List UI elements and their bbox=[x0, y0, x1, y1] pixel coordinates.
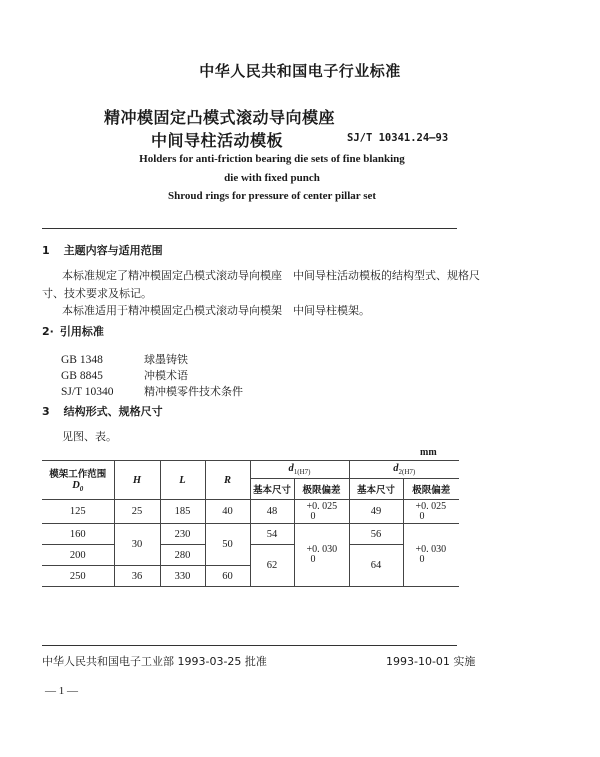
header-L: L bbox=[160, 461, 205, 500]
reference-title: 球墨铸铁 bbox=[144, 353, 188, 366]
section-1-paragraph-1-cont: 寸、技术要求及标记。 bbox=[42, 287, 152, 300]
header-d1: $d_{1(H7)}$ bbox=[250, 461, 349, 479]
section-2-heading bbox=[42, 323, 104, 339]
header-d1-basic: 基本尺寸 bbox=[250, 479, 294, 500]
effective-date: 1993-10-01 实施 bbox=[386, 655, 476, 668]
header-H: H bbox=[114, 461, 160, 500]
reference-code: GB 1348 bbox=[61, 354, 103, 366]
header-d1-deviation: 极限偏差 bbox=[294, 479, 349, 500]
table-row: 160 30 230 50 54 +0. 030 0 56 +0. 030 0 bbox=[42, 524, 459, 545]
section-number: 2· bbox=[42, 325, 54, 338]
english-title-line-2: die with fixed punch bbox=[224, 172, 320, 184]
header-R: R bbox=[205, 461, 250, 500]
page-number: — 1 — bbox=[45, 685, 78, 697]
reference-title: 冲模术语 bbox=[144, 369, 188, 382]
table-row: 200 280 62 64 bbox=[42, 545, 459, 566]
table-row: 125 25 185 40 48 +0. 025 0 49 +0. 025 0 bbox=[42, 500, 459, 524]
header-d2-deviation: 极限偏差 bbox=[403, 479, 459, 500]
section-number: 3 bbox=[42, 405, 50, 418]
reference-code: GB 8845 bbox=[61, 370, 103, 382]
unit-label: mm bbox=[420, 447, 437, 458]
english-title-line-3: Shroud rings for pressure of center pillar set bbox=[167, 190, 377, 202]
section-1-heading bbox=[42, 242, 163, 258]
header-d2-basic: 基本尺寸 bbox=[349, 479, 403, 500]
approval-text: 中华人民共和国电子工业部 1993-03-25 批准 bbox=[42, 655, 267, 668]
footer-divider bbox=[42, 645, 457, 646]
dimension-table bbox=[42, 460, 459, 587]
section-3-paragraph: 见图、表。 bbox=[62, 430, 117, 443]
title-line-1: 精冲模固定凸模式滚动导向模座 bbox=[104, 108, 336, 127]
english-title-line-1: Holders for anti-friction bearing die sets of fine blanking bbox=[139, 153, 405, 165]
section-number: 1 bbox=[42, 244, 50, 257]
section-1-paragraph-1: 本标准规定了精冲模固定凸模式滚动导向模座 中间导柱活动模板的结构型式、规格尺 bbox=[62, 269, 480, 282]
standard-body-header: 中华人民共和国电子行业标准 bbox=[199, 62, 401, 80]
header-range: 模架工作范围 $D_0$ bbox=[42, 461, 114, 500]
title-line-2: 中间导柱活动模板 bbox=[151, 131, 284, 150]
reference-code: SJ/T 10340 bbox=[61, 386, 114, 398]
section-title: 结构形式、规格尺寸 bbox=[63, 405, 163, 418]
header-divider bbox=[42, 228, 457, 229]
reference-title: 精冲模零件技术条件 bbox=[144, 385, 243, 398]
table-row: 250 36 330 60 bbox=[42, 566, 459, 587]
standard-code: SJ/T 10341.24—93 bbox=[347, 132, 449, 144]
section-title: 主题内容与适用范围 bbox=[63, 244, 163, 257]
table-header-row bbox=[42, 461, 459, 479]
header-d2: $d_{2(H7)}$ bbox=[349, 461, 459, 479]
section-title: 引用标准 bbox=[59, 325, 104, 338]
section-1-paragraph-2: 本标准适用于精冲模固定凸模式滚动导向模架 中间导柱模架。 bbox=[62, 304, 370, 317]
reference-item bbox=[61, 380, 243, 399]
section-3-heading bbox=[42, 403, 163, 419]
